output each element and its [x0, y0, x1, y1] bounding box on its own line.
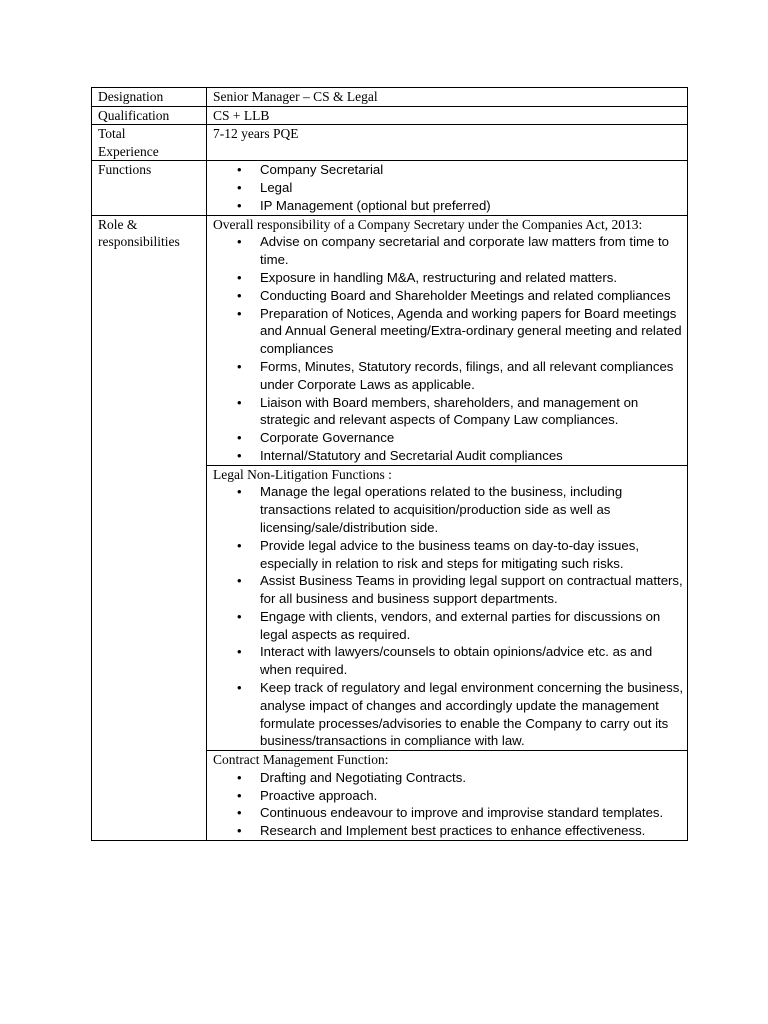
list-item: • Manage the legal operations related to the business, including transactions related to acquisition/production side as well as licensing/sale/distribution side.: [260, 483, 683, 536]
list-item: • Forms, Minutes, Statutory records, filings, and all relevant compliances under Corporate Laws as applicable.: [260, 358, 683, 394]
legal-section-heading: Legal Non-Litigation Functions :: [213, 466, 392, 482]
roles-row-cs: [92, 215, 688, 465]
list-item: • Advise on company secretarial and corporate law matters from time to time.: [260, 233, 683, 269]
list-item: • Engage with clients, vendors, and external parties for discussions on legal aspects as required.: [260, 608, 683, 644]
experience-value: 7-12 years PQE: [207, 125, 688, 161]
list-item: • Research and Implement best practices to enhance effectiveness.: [260, 822, 683, 840]
list-item: • Legal: [260, 179, 683, 197]
qualification-value: CS + LLB: [207, 106, 688, 125]
list-item: • Interact with lawyers/counsels to obtain opinions/advice etc. as and when required.: [260, 643, 683, 679]
list-item: • Exposure in handling M&A, restructuring and related matters.: [260, 269, 683, 287]
list-item: • Company Secretarial: [260, 161, 683, 179]
qualification-row: [92, 106, 688, 125]
roles-label: [92, 215, 207, 840]
contract-section-heading: Contract Management Function:: [213, 752, 389, 768]
list-item: • Corporate Governance: [260, 429, 683, 447]
functions-list: [213, 161, 683, 214]
list-item: • Assist Business Teams in providing legal support on contractual matters, for all business and business support departments.: [260, 572, 683, 608]
list-item: • Conducting Board and Shareholder Meetings and related compliances: [260, 287, 683, 305]
experience-label: [92, 125, 207, 161]
list-item: • Proactive approach.: [260, 787, 683, 805]
list-item: • Keep track of regulatory and legal environment concerning the business, analyse impact of changes and accordingly update the management formulate processes/advisories to enable the Company to carry out its business/transactions in compliance with law.: [260, 679, 683, 750]
functions-label: Functions: [92, 161, 207, 215]
cs-section-list: [213, 233, 683, 464]
contract-section: [207, 751, 688, 841]
list-item: • Liaison with Board members, shareholders, and management on strategic and relevant aspects of Company Law compliances.: [260, 394, 683, 430]
experience-label-line1: Total: [98, 126, 126, 142]
cs-section: [207, 215, 688, 465]
list-item: • Preparation of Notices, Agenda and working papers for Board meetings and Annual General meeting/Extra-ordinary general meeting and related compliances: [260, 305, 683, 358]
cs-section-heading: Overall responsibility of a Company Secretary under the Companies Act, 2013:: [213, 216, 643, 232]
designation-label: Designation: [92, 88, 207, 107]
roles-label-line1: Role &: [98, 216, 138, 232]
contract-section-list: [213, 769, 683, 840]
list-item: • Provide legal advice to the business teams on day-to-day issues, especially in relation to risk and steps for mitigating such risks.: [260, 537, 683, 573]
list-item: • IP Management (optional but preferred): [260, 197, 683, 215]
list-item: • Internal/Statutory and Secretarial Audit compliances: [260, 447, 683, 465]
qualification-label: Qualification: [92, 106, 207, 125]
roles-label-line2: responsibilities: [98, 234, 180, 250]
functions-row: [92, 161, 688, 215]
experience-label-line2: Experience: [98, 143, 159, 159]
designation-row: [92, 88, 688, 107]
legal-section: [207, 465, 688, 751]
functions-value: [207, 161, 688, 215]
designation-value: Senior Manager – CS & Legal: [207, 88, 688, 107]
legal-section-list: [213, 483, 683, 750]
job-description-table: [91, 87, 688, 841]
list-item: • Drafting and Negotiating Contracts.: [260, 769, 683, 787]
list-item: • Continuous endeavour to improve and improvise standard templates.: [260, 804, 683, 822]
experience-row: [92, 125, 688, 161]
